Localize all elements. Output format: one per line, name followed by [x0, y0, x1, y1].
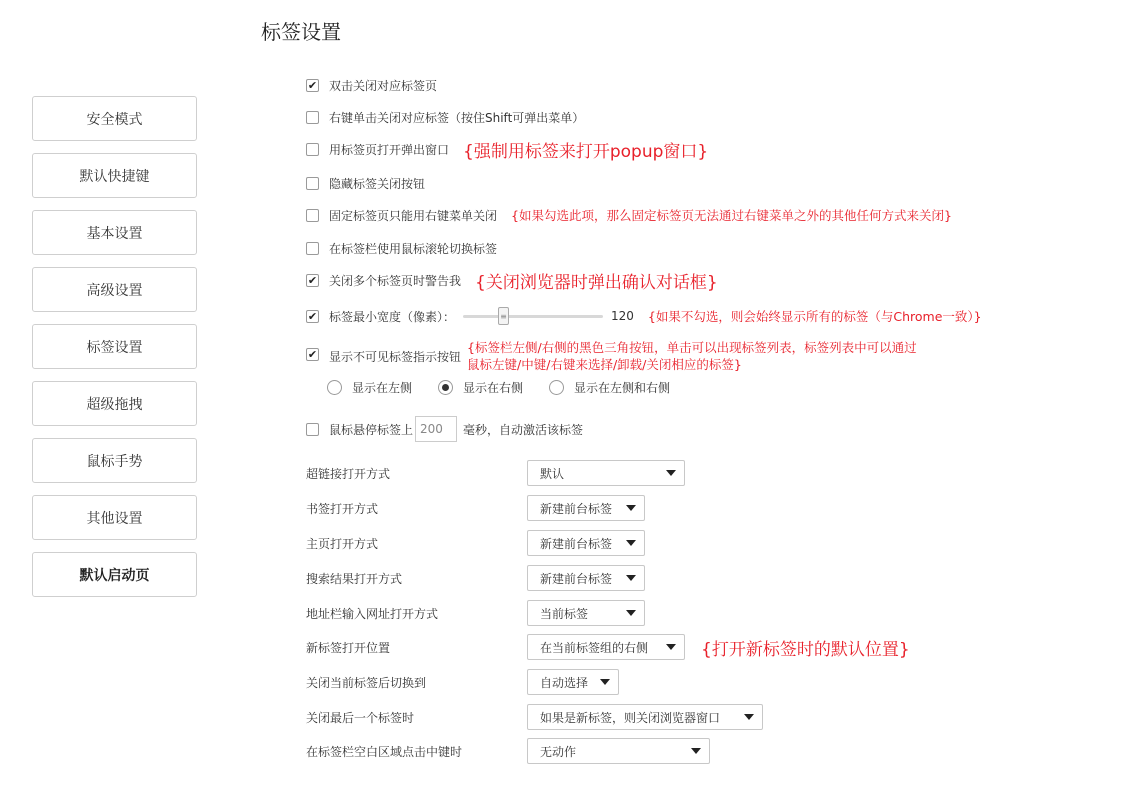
warn-close-multiple-note: {关闭浏览器时弹出确认对话框}: [475, 273, 718, 293]
newtab-position-select[interactable]: [527, 634, 685, 660]
link-open-select[interactable]: [527, 460, 685, 486]
bookmark-open-select[interactable]: [527, 495, 645, 521]
hidden-tab-indicator-checkbox[interactable]: ✔: [307, 348, 318, 361]
option-dblclick-close: [306, 77, 437, 94]
hidden-tab-indicator-note-line1: {标签栏左侧/右侧的黑色三角按钮，单击可以出现标签列表，标签列表中可以通过: [467, 340, 917, 355]
middle-click-blank-value: 无动作: [540, 744, 577, 759]
link-open-label: 超链接打开方式: [306, 466, 391, 481]
wheel-switch-checkbox[interactable]: [306, 242, 319, 255]
hide-close-btn-label: 隐藏标签关闭按钮: [329, 177, 426, 191]
slider-thumb[interactable]: ≡: [498, 307, 509, 325]
option-hidden-tab-indicator: [306, 339, 917, 373]
search-open-select[interactable]: [527, 565, 645, 591]
chevron-down-icon: [744, 714, 754, 720]
pinned-menu-close-label: 固定标签页只能用右键菜单关闭: [329, 208, 498, 223]
radio-left-circle[interactable]: [327, 380, 342, 395]
dblclick-close-checkbox[interactable]: ✔: [307, 79, 318, 92]
radio-right-circle[interactable]: [438, 380, 453, 395]
hover-activate-label: 鼠标悬停标签上: [329, 422, 414, 437]
newtab-position-note: {打开新标签时的默认位置}: [701, 639, 910, 660]
option-warn-close-multiple: [306, 268, 718, 293]
addressbar-open-label: 地址栏输入网址打开方式: [306, 606, 439, 621]
close-last-tab-label: 关闭最后一个标签时: [306, 710, 415, 725]
nav-default-start-page[interactable]: 默认启动页: [32, 552, 197, 597]
pinned-menu-close-checkbox[interactable]: [306, 209, 319, 222]
field-close-last-tab: [306, 704, 763, 730]
radio-right-label: 显示在右侧: [463, 381, 524, 395]
nav-security-mode[interactable]: 安全模式: [32, 96, 197, 141]
rightclick-close-label: 右键单击关闭对应标签（按住Shift可弹出菜单）: [329, 111, 585, 125]
field-addressbar-open: [306, 600, 645, 626]
settings-nav: [32, 96, 197, 609]
field-middle-click-blank: [306, 738, 710, 764]
field-homepage-open: [306, 530, 645, 556]
indicator-position-radios: [327, 379, 696, 396]
radio-both[interactable]: [549, 379, 670, 396]
nav-other-settings[interactable]: 其他设置: [32, 495, 197, 540]
addressbar-open-select[interactable]: [527, 600, 645, 626]
min-width-note: {如果不勾选，则会始终显示所有的标签（与Chrome一致）}: [647, 309, 982, 324]
link-open-value: 默认: [540, 466, 565, 481]
search-open-value: 新建前台标签: [540, 571, 613, 586]
close-last-tab-select[interactable]: [527, 704, 763, 730]
min-width-slider[interactable]: [463, 306, 603, 326]
after-close-switch-select[interactable]: [527, 669, 619, 695]
field-search-open: [306, 565, 645, 591]
chevron-down-icon: [600, 679, 610, 685]
min-width-label: 标签最小宽度（像素）：: [329, 309, 456, 324]
homepage-open-select[interactable]: [527, 530, 645, 556]
homepage-open-value: 新建前台标签: [540, 536, 613, 551]
homepage-open-label: 主页打开方式: [306, 536, 379, 551]
chevron-down-icon: [691, 748, 701, 754]
nav-basic-settings[interactable]: 基本设置: [32, 210, 197, 255]
warn-close-multiple-checkbox[interactable]: ✔: [307, 274, 318, 287]
bookmark-open-value: 新建前台标签: [540, 501, 613, 516]
chevron-down-icon: [666, 470, 676, 476]
popup-in-tab-label: 用标签页打开弹出窗口: [329, 143, 450, 157]
chevron-down-icon: [666, 644, 676, 650]
addressbar-open-value: 当前标签: [540, 606, 589, 621]
field-bookmark-open: [306, 495, 645, 521]
field-link-open: [306, 460, 685, 486]
dblclick-close-label: 双击关闭对应标签页: [329, 79, 438, 93]
nav-advanced-settings[interactable]: 高级设置: [32, 267, 197, 312]
hover-activate-checkbox[interactable]: [306, 423, 319, 436]
radio-selected-dot: [442, 384, 449, 391]
chevron-down-icon: [626, 540, 636, 546]
nav-default-shortcuts[interactable]: 默认快捷键: [32, 153, 197, 198]
hover-delay-input[interactable]: 200: [415, 416, 457, 442]
nav-super-drag[interactable]: 超级拖拽: [32, 381, 197, 426]
middle-click-blank-select[interactable]: [527, 738, 710, 764]
hidden-tab-indicator-note: [467, 339, 917, 373]
warn-close-multiple-label: 关闭多个标签页时警告我: [329, 274, 462, 288]
radio-left-label: 显示在左侧: [352, 381, 413, 395]
option-wheel-switch: [306, 240, 497, 257]
chevron-down-icon: [626, 505, 636, 511]
newtab-position-value: 在当前标签组的右侧: [540, 640, 649, 655]
search-open-label: 搜索结果打开方式: [306, 571, 403, 586]
chevron-down-icon: [626, 610, 636, 616]
bookmark-open-label: 书签打开方式: [306, 501, 379, 516]
hide-close-btn-checkbox[interactable]: [306, 177, 319, 190]
radio-left[interactable]: [327, 379, 412, 396]
nav-mouse-gestures[interactable]: 鼠标手势: [32, 438, 197, 483]
rightclick-close-checkbox[interactable]: [306, 111, 319, 124]
option-min-width: [306, 306, 982, 326]
field-after-close-switch: [306, 669, 619, 695]
radio-both-label: 显示在左侧和右侧: [574, 381, 671, 395]
option-hover-activate: [306, 416, 583, 442]
option-rightclick-close: [306, 109, 584, 126]
after-close-switch-value: 自动选择: [540, 675, 589, 690]
slider-track: [463, 315, 603, 318]
option-popup-in-tab: [306, 137, 708, 162]
hover-activate-suffix: 毫秒，自动激活该标签: [463, 422, 584, 437]
popup-in-tab-checkbox[interactable]: [306, 143, 319, 156]
chevron-down-icon: [626, 575, 636, 581]
wheel-switch-label: 在标签栏使用鼠标滚轮切换标签: [329, 242, 498, 256]
popup-in-tab-note: {强制用标签来打开popup窗口}: [463, 142, 709, 162]
middle-click-blank-label: 在标签栏空白区域点击中键时: [306, 744, 463, 759]
newtab-position-label: 新标签打开位置: [306, 640, 391, 655]
nav-tab-settings[interactable]: 标签设置: [32, 324, 197, 369]
close-last-tab-value: 如果是新标签，则关闭浏览器窗口: [540, 710, 721, 725]
hidden-tab-indicator-note-line2: 鼠标左键/中键/右键来选择/卸载/关闭相应的标签}: [467, 357, 742, 372]
option-pinned-menu-close: [306, 206, 952, 224]
page-title: 标签设置: [261, 20, 341, 44]
radio-both-circle[interactable]: [549, 380, 564, 395]
after-close-switch-label: 关闭当前标签后切换到: [306, 675, 427, 690]
radio-right[interactable]: [438, 379, 523, 396]
field-newtab-position: [306, 634, 910, 660]
pinned-menu-close-note: {如果勾选此项，那么固定标签页无法通过右键菜单之外的其他任何方式来关闭}: [511, 208, 952, 223]
min-width-checkbox[interactable]: ✔: [307, 309, 318, 323]
option-hide-close-btn: [306, 175, 425, 192]
hidden-tab-indicator-label: 显示不可见标签指示按钮: [329, 350, 462, 364]
min-width-value: 120: [611, 309, 634, 323]
